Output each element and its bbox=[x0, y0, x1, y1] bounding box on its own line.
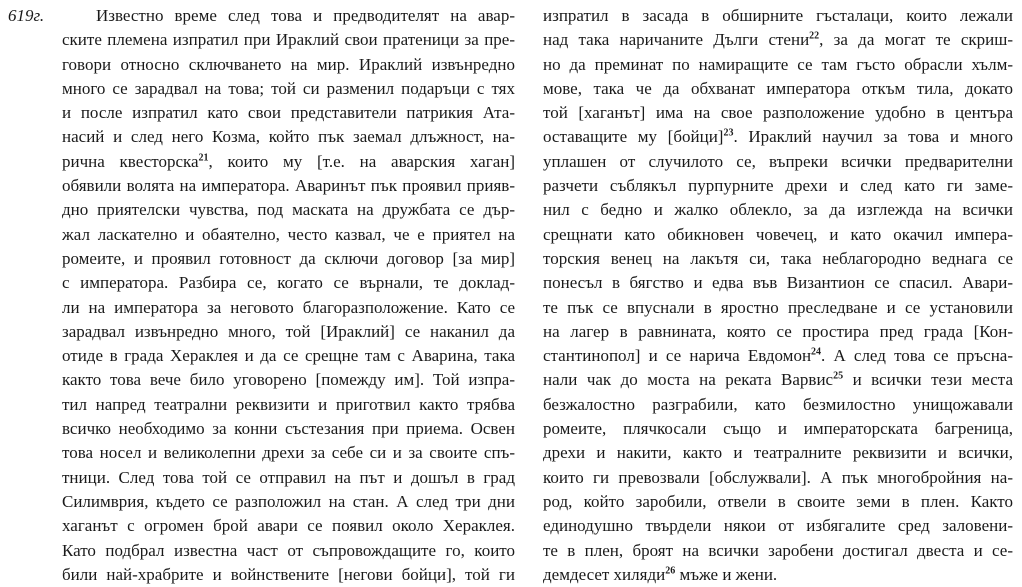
margin-year-note: 619г. bbox=[8, 6, 45, 25]
text-segment: безжалостно разграбили, като безмилостно унищожавали bbox=[543, 394, 1013, 414]
text-segment: мове, така че да обхванат императора откъм тила, докато bbox=[543, 78, 1013, 98]
text-segment: отиде в града Хераклея и да се срещне там с Аварина, така bbox=[62, 346, 515, 366]
text-line bbox=[543, 466, 1013, 490]
text-line bbox=[543, 101, 1013, 125]
text-segment: демдесет хиляди bbox=[543, 564, 666, 584]
text-line bbox=[543, 563, 1013, 587]
text-line bbox=[62, 344, 515, 368]
text-segment: изпратил в засада в обширните гъсталаци, които лежали bbox=[543, 6, 1013, 25]
text-segment: тници. След това той се отправил на път и дошъл в град bbox=[62, 467, 515, 487]
text-segment: тил напред театрални реквизити и приготвил както трябва bbox=[62, 394, 515, 414]
text-segment: много се зарадвал на това; той си разменил подаръци с тях bbox=[62, 78, 515, 98]
text-line bbox=[62, 125, 515, 149]
text-line bbox=[543, 417, 1013, 441]
footnote-marker: 24 bbox=[811, 346, 822, 358]
text-segment: но да преминат по намиращите се там гъсто обрасли хълм- bbox=[543, 54, 1013, 74]
text-segment: единодушно твърдели някои от избягалите сред заловени- bbox=[543, 516, 1013, 536]
text-line bbox=[543, 320, 1013, 344]
text-segment: той [хаганът] има на свое разположение удобно в центъра bbox=[543, 103, 1013, 123]
text-segment: мъже и жени. bbox=[675, 564, 778, 584]
text-segment: род, който заробили, отвели в своите земи в плен. Както bbox=[543, 491, 1013, 511]
text-line bbox=[543, 441, 1013, 465]
text-line bbox=[62, 101, 515, 125]
text-line bbox=[543, 223, 1013, 247]
text-segment: обявили волята на императора. Аваринът пък проявил прияв- bbox=[62, 176, 515, 196]
text-line bbox=[543, 4, 1013, 28]
text-line bbox=[62, 271, 515, 295]
text-line bbox=[62, 393, 515, 417]
text-segment: Известно време след това и предводителят на авар- bbox=[96, 6, 515, 25]
footnote-marker: 25 bbox=[833, 370, 844, 382]
text-line bbox=[62, 514, 515, 538]
text-segment: понесъл в бягство и едва във Византион се спасил. Авари- bbox=[543, 273, 1013, 293]
text-line bbox=[543, 28, 1013, 52]
text-segment: . Ираклий научил за това и много bbox=[733, 127, 1013, 147]
text-segment: оставащите му [бойци] bbox=[543, 127, 724, 147]
text-line bbox=[543, 368, 1013, 392]
text-line bbox=[62, 198, 515, 222]
text-line bbox=[543, 344, 1013, 368]
text-line bbox=[543, 247, 1013, 271]
text-segment: хаганът с огромен брой авари се появил около Хераклея. bbox=[62, 516, 515, 536]
text-segment: рична квесторска bbox=[62, 151, 199, 171]
text-line bbox=[62, 28, 515, 52]
text-segment: те в плен, броят на всички заробени достигал двеста и се- bbox=[543, 540, 1013, 560]
text-line bbox=[62, 490, 515, 514]
text-segment: всичко необходимо за конни състезания при приема. Освен bbox=[62, 419, 515, 439]
right-text-column bbox=[543, 4, 1013, 587]
footnote-marker: 21 bbox=[198, 152, 209, 164]
text-segment: зарадвал извънредно много, той [Ираклий] се наканил да bbox=[62, 321, 515, 341]
text-segment: били най-храбрите и войнствените [негови бойци], той ги bbox=[62, 564, 515, 584]
text-segment: стантинопол] и се нарича Евдомон bbox=[543, 346, 812, 366]
text-segment: които ги превозвали [обслужвали]. А пък многобройния на- bbox=[543, 467, 1013, 487]
text-line bbox=[62, 150, 515, 174]
text-segment: , за да могат те скриш- bbox=[819, 30, 1013, 50]
text-segment: ли на императора за неговото благоразположение. Като се bbox=[62, 297, 515, 317]
text-line bbox=[62, 539, 515, 563]
text-line bbox=[62, 77, 515, 101]
text-segment: дрехи и накити, както и театралните реквизити и всички, bbox=[543, 443, 1013, 463]
text-segment: Силимврия, където се разположил на стан. А след три дни bbox=[62, 491, 515, 511]
text-segment: ските племена изпратил при Ираклий свои пратеници за пре- bbox=[62, 30, 515, 50]
text-line bbox=[543, 514, 1013, 538]
footnote-marker: 22 bbox=[809, 30, 820, 42]
footnote-marker: 26 bbox=[665, 565, 676, 577]
text-segment: с императора. Разбира се, когато се върнали, те доклад- bbox=[62, 273, 515, 293]
text-segment: и после изпратил като свои представители патрикия Ата- bbox=[62, 103, 515, 123]
text-segment: жал ласкателно и обаятелно, често казвал, че е приятел на bbox=[62, 224, 515, 244]
text-line bbox=[543, 271, 1013, 295]
text-line bbox=[543, 490, 1013, 514]
text-segment: това носел и великолепни дрехи за себе си и за своите спъ- bbox=[62, 443, 515, 463]
text-segment: . А след това се пръсна- bbox=[821, 346, 1013, 366]
text-line bbox=[62, 466, 515, 490]
text-line bbox=[62, 320, 515, 344]
text-segment: нали чак до моста на реката Варвис bbox=[543, 370, 834, 390]
text-line bbox=[62, 247, 515, 271]
text-segment: говори относно сключването на мир. Ираклий извънредно bbox=[62, 54, 515, 74]
text-segment: Като подбрал известна част от съпровождащите го, които bbox=[62, 540, 515, 560]
text-line bbox=[543, 198, 1013, 222]
text-line bbox=[62, 174, 515, 198]
text-line bbox=[543, 539, 1013, 563]
text-line bbox=[543, 296, 1013, 320]
text-line bbox=[543, 393, 1013, 417]
text-segment: , които му [т.е. на аварския хаган] bbox=[208, 151, 515, 171]
text-segment: както това вече било уговорено [помежду им]. Той изпра- bbox=[62, 370, 515, 390]
text-segment: те пък се впуснали в яростно преследване и се установили bbox=[543, 297, 1013, 317]
left-text-column bbox=[62, 4, 515, 587]
text-segment: дно приятелски чувства, под маската на дружбата се дър- bbox=[62, 200, 515, 220]
text-segment: торския венец на лакътя си, така неблагородно веднага се bbox=[543, 248, 1013, 268]
text-segment: насий и след него Козма, който пък заемал длъжност, на- bbox=[62, 127, 515, 147]
text-line bbox=[62, 368, 515, 392]
text-line bbox=[543, 150, 1013, 174]
text-line bbox=[62, 4, 515, 28]
text-segment: нил с бедно и жалко облекло, за да изглежда на всички bbox=[543, 200, 1013, 220]
text-line bbox=[62, 417, 515, 441]
text-segment: ромеите, плячкосали също и императорската багреница, bbox=[543, 419, 1013, 439]
text-line bbox=[543, 53, 1013, 77]
footnote-marker: 23 bbox=[723, 127, 734, 139]
text-line bbox=[62, 296, 515, 320]
text-line bbox=[62, 53, 515, 77]
text-line bbox=[62, 223, 515, 247]
text-segment: ромеите, и проявил готовност да сключи договор [за мир] bbox=[62, 248, 515, 268]
text-segment: срещнати като обикновен човечец, и като окачил импера- bbox=[543, 224, 1013, 244]
text-line bbox=[62, 441, 515, 465]
text-line bbox=[62, 563, 515, 587]
text-line bbox=[543, 77, 1013, 101]
text-segment: и всички тези места bbox=[843, 370, 1013, 390]
text-segment: на лагер в равнината, която се простира пред града [Кон- bbox=[543, 321, 1013, 341]
text-line bbox=[543, 174, 1013, 198]
text-segment: уплашен от случилото се, въпреки всички предварителни bbox=[543, 151, 1013, 171]
text-line bbox=[543, 125, 1013, 149]
text-segment: над така наричаните Дълги стени bbox=[543, 30, 810, 50]
text-segment: разчети съблякъл пурпурните дрехи и след като ги заме- bbox=[543, 176, 1013, 196]
